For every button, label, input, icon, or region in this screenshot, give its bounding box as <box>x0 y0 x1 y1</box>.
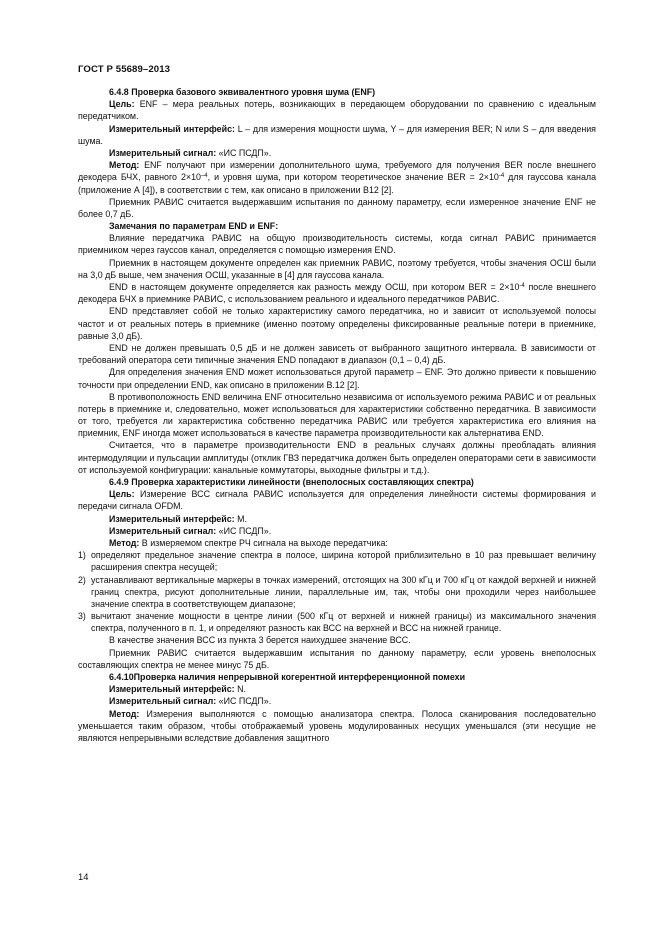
goal-text: Измерение ВСС сигнала РАВИС используется для определения линейности системы формирования и передачи сигнала OFDM. <box>78 489 596 512</box>
exponent: -4 <box>519 283 525 289</box>
interface-label: Измерительный интерфейс: <box>109 123 235 134</box>
interface-paragraph <box>78 683 596 695</box>
receiver-pass-paragraph: Приемник РАВИС считается выдержавшим испытания по данному параметру, если измеренное значение ENF не более 0,7 дБ. <box>78 196 596 219</box>
list-item <box>78 574 596 611</box>
method-text: , и уровня шума, при котором теоретическое значение BER = 2×10 <box>207 172 499 183</box>
signal-label: Измерительный сигнал: <box>109 147 217 158</box>
signal-text: «ИС ПСДП». <box>216 696 272 707</box>
list-item <box>78 610 596 634</box>
interface-text: L – для измерения мощности шума, Y – для измерения BER; N или S – для введения шума. <box>78 123 596 146</box>
list-number: 2) <box>78 574 86 585</box>
receiver-pass-paragraph: Приемник РАВИС считается выдержавшим испытания по данному параметру, если уровень внеполосных составляющих спектра не менее минус 75 дБ. <box>78 647 596 670</box>
signal-label: Измерительный сигнал: <box>109 696 217 707</box>
list-item <box>78 549 596 573</box>
remarks-paragraph: Считается, что в параметре производительности END в реальных случаях должны преобладать влияния интермодуляции и пульсации амплитуды (отклик ГВЗ передатчика должен быть определен операторами сети в зависимости от используемой конфигурации: канальные коммутаторы, выходные фильтры и т.д.). <box>78 440 596 475</box>
signal-paragraph <box>78 147 596 159</box>
page-number: 14 <box>78 871 89 882</box>
list-number: 3) <box>78 611 86 622</box>
goal-text: ENF – мера реальных потерь, возникающих в передающем оборудовании по сравнению с идеальным передатчиком. <box>78 99 596 122</box>
remarks-paragraph: Влияние передатчика РАВИС на общую производительность системы, когда сигнал РАВИС принимается приемником через гауссов канал, определяется с помощью измерения END. <box>78 233 596 256</box>
remarks-paragraph: END представляет собой не только характеристику самого передатчика, но и зависит от используемой полосы частот и от реальных потерь в приемнике (именно поэтому определены фиксированные реальные потери в приемнике, равные 3,0 дБ). <box>78 306 596 341</box>
remarks-paragraph <box>78 281 596 305</box>
exponent: –4 <box>200 173 208 180</box>
method-steps-list <box>78 549 596 634</box>
method-paragraph <box>78 537 596 549</box>
list-text: вычитают значение мощности в центре линии (500 кГц от верхней и нижней границы) из максимального значения спектра, полученного в п. 1, и определяют разность как ВСС на верхней и ВСС на нижней границе. <box>91 611 596 634</box>
remarks-paragraph: Для определения значения END может использоваться другой параметр – ENF. Это должно привести к повышению точности при определении END, как описано в приложении В.12 [2]. <box>78 367 596 390</box>
standard-header: ГОСТ Р 55689–2013 <box>78 64 171 75</box>
remarks-heading: Замечания по параметрам END и ENF: <box>109 221 279 232</box>
interface-text: N. <box>234 684 246 695</box>
goal-paragraph <box>78 488 596 512</box>
remarks-paragraph: Приемник в настоящем документе определен как приемник РАВИС, поэтому требуется, чтобы значения ОСШ были на 3,0 дБ выше, чем значения ОСШ, указанные в [4] для гауссова канала. <box>78 257 596 280</box>
interface-text: M. <box>234 513 247 524</box>
interface-paragraph <box>78 513 596 525</box>
goal-label: Цель: <box>109 99 135 110</box>
section-6-4-9-heading: 6.4.9 Проверка характеристики линейности (внеполосных составляющих спектра) <box>109 477 474 487</box>
signal-paragraph <box>78 525 596 537</box>
signal-text: «ИС ПСДП». <box>216 147 272 158</box>
method-label: Метод: <box>109 537 140 548</box>
signal-label: Измерительный сигнал: <box>109 525 217 536</box>
method-label: Метод: <box>109 708 140 719</box>
paragraph-text: END в настоящем документе определяется как разность между ОСШ, при котором BER = 2×10 <box>109 282 520 292</box>
method-text: ENF получают при измерении дополнительного шума, требуемого для получения BER после внешнего декодера БЧХ, равного 2×10 <box>78 160 596 183</box>
section-6-4-8-heading: 6.4.8 Проверка базового эквивалентного уровня шума (ENF) <box>109 87 376 97</box>
remarks-paragraph: В противоположность END величина ENF относительно независима от используемого режима РАВИС и от реальных потерь в приемнике и, следовательно, может использоваться для характеристики собственно передатчика. В зависимости от того, требуется ли характеристика собственно передатчика РАВИС или требуется характеристика его влияния на приемник, ENF иногда может использоваться в качестве параметра производительности как альтернатива END. <box>78 391 596 439</box>
goal-paragraph <box>78 98 596 122</box>
list-number: 1) <box>78 550 86 561</box>
paragraph-text: после внешнего декодера БЧХ в приемнике РАВИС, с использованием реального и идеального передатчиков РАВИС. <box>78 282 596 305</box>
interface-paragraph <box>78 123 596 147</box>
method-text: для гауссова канала (приложение А [4]), в соответствии с тем, как описано в приложении В12 [2]. <box>78 172 597 195</box>
interface-label: Измерительный интерфейс: <box>109 684 235 695</box>
method-label: Метод: <box>109 160 140 171</box>
signal-paragraph <box>78 695 596 707</box>
section-6-4-10-heading: 6.4.10Проверка наличия непрерывной когерентной интерференционной помехи <box>109 672 466 682</box>
goal-label: Цель: <box>109 489 135 500</box>
method-paragraph <box>78 159 596 196</box>
list-text: устанавливают вертикальные маркеры в точках измерений, отстоящих на 300 кГц и 700 кГц от каждой верхней и нижней границ спектра, рисуют дополнительные линии, параллельные им, так, чтобы они проходили через наибольшее значение спектра в соответствующем диапазоне; <box>91 574 596 609</box>
document-body <box>78 86 596 744</box>
signal-text: «ИС ПСДП». <box>216 525 272 536</box>
method-text: В измеряемом спектре РЧ сигнала на выходе передатчика: <box>139 537 388 548</box>
worst-value-paragraph: В качестве значения ВСС из пункта 3 берется наихудшее значение ВСС. <box>109 635 411 646</box>
interface-label: Измерительный интерфейс: <box>109 513 235 524</box>
list-text: определяют предельное значение спектра в полосе, ширина которой приблизительно в 10 раз превышает величину расширения спектра несущей; <box>91 550 596 573</box>
remarks-paragraph: END не должен превышать 0,5 дБ и не должен зависеть от выбранного защитного интервала. В зависимости от требований оператора сети типичные значения END попадают в диапазон (0,1 – 0,4) дБ. <box>78 342 596 366</box>
exponent: -4 <box>498 173 505 180</box>
method-text: Измерения выполняются с помощью анализатора спектра. Полоса сканирования последовательно уменьшается таким образом, чтобы отображаемый уровень модулированных несущих уменьшался (эти несущие не являются непрерывными вследствие добавления защитного <box>78 708 596 743</box>
method-paragraph <box>78 708 596 745</box>
